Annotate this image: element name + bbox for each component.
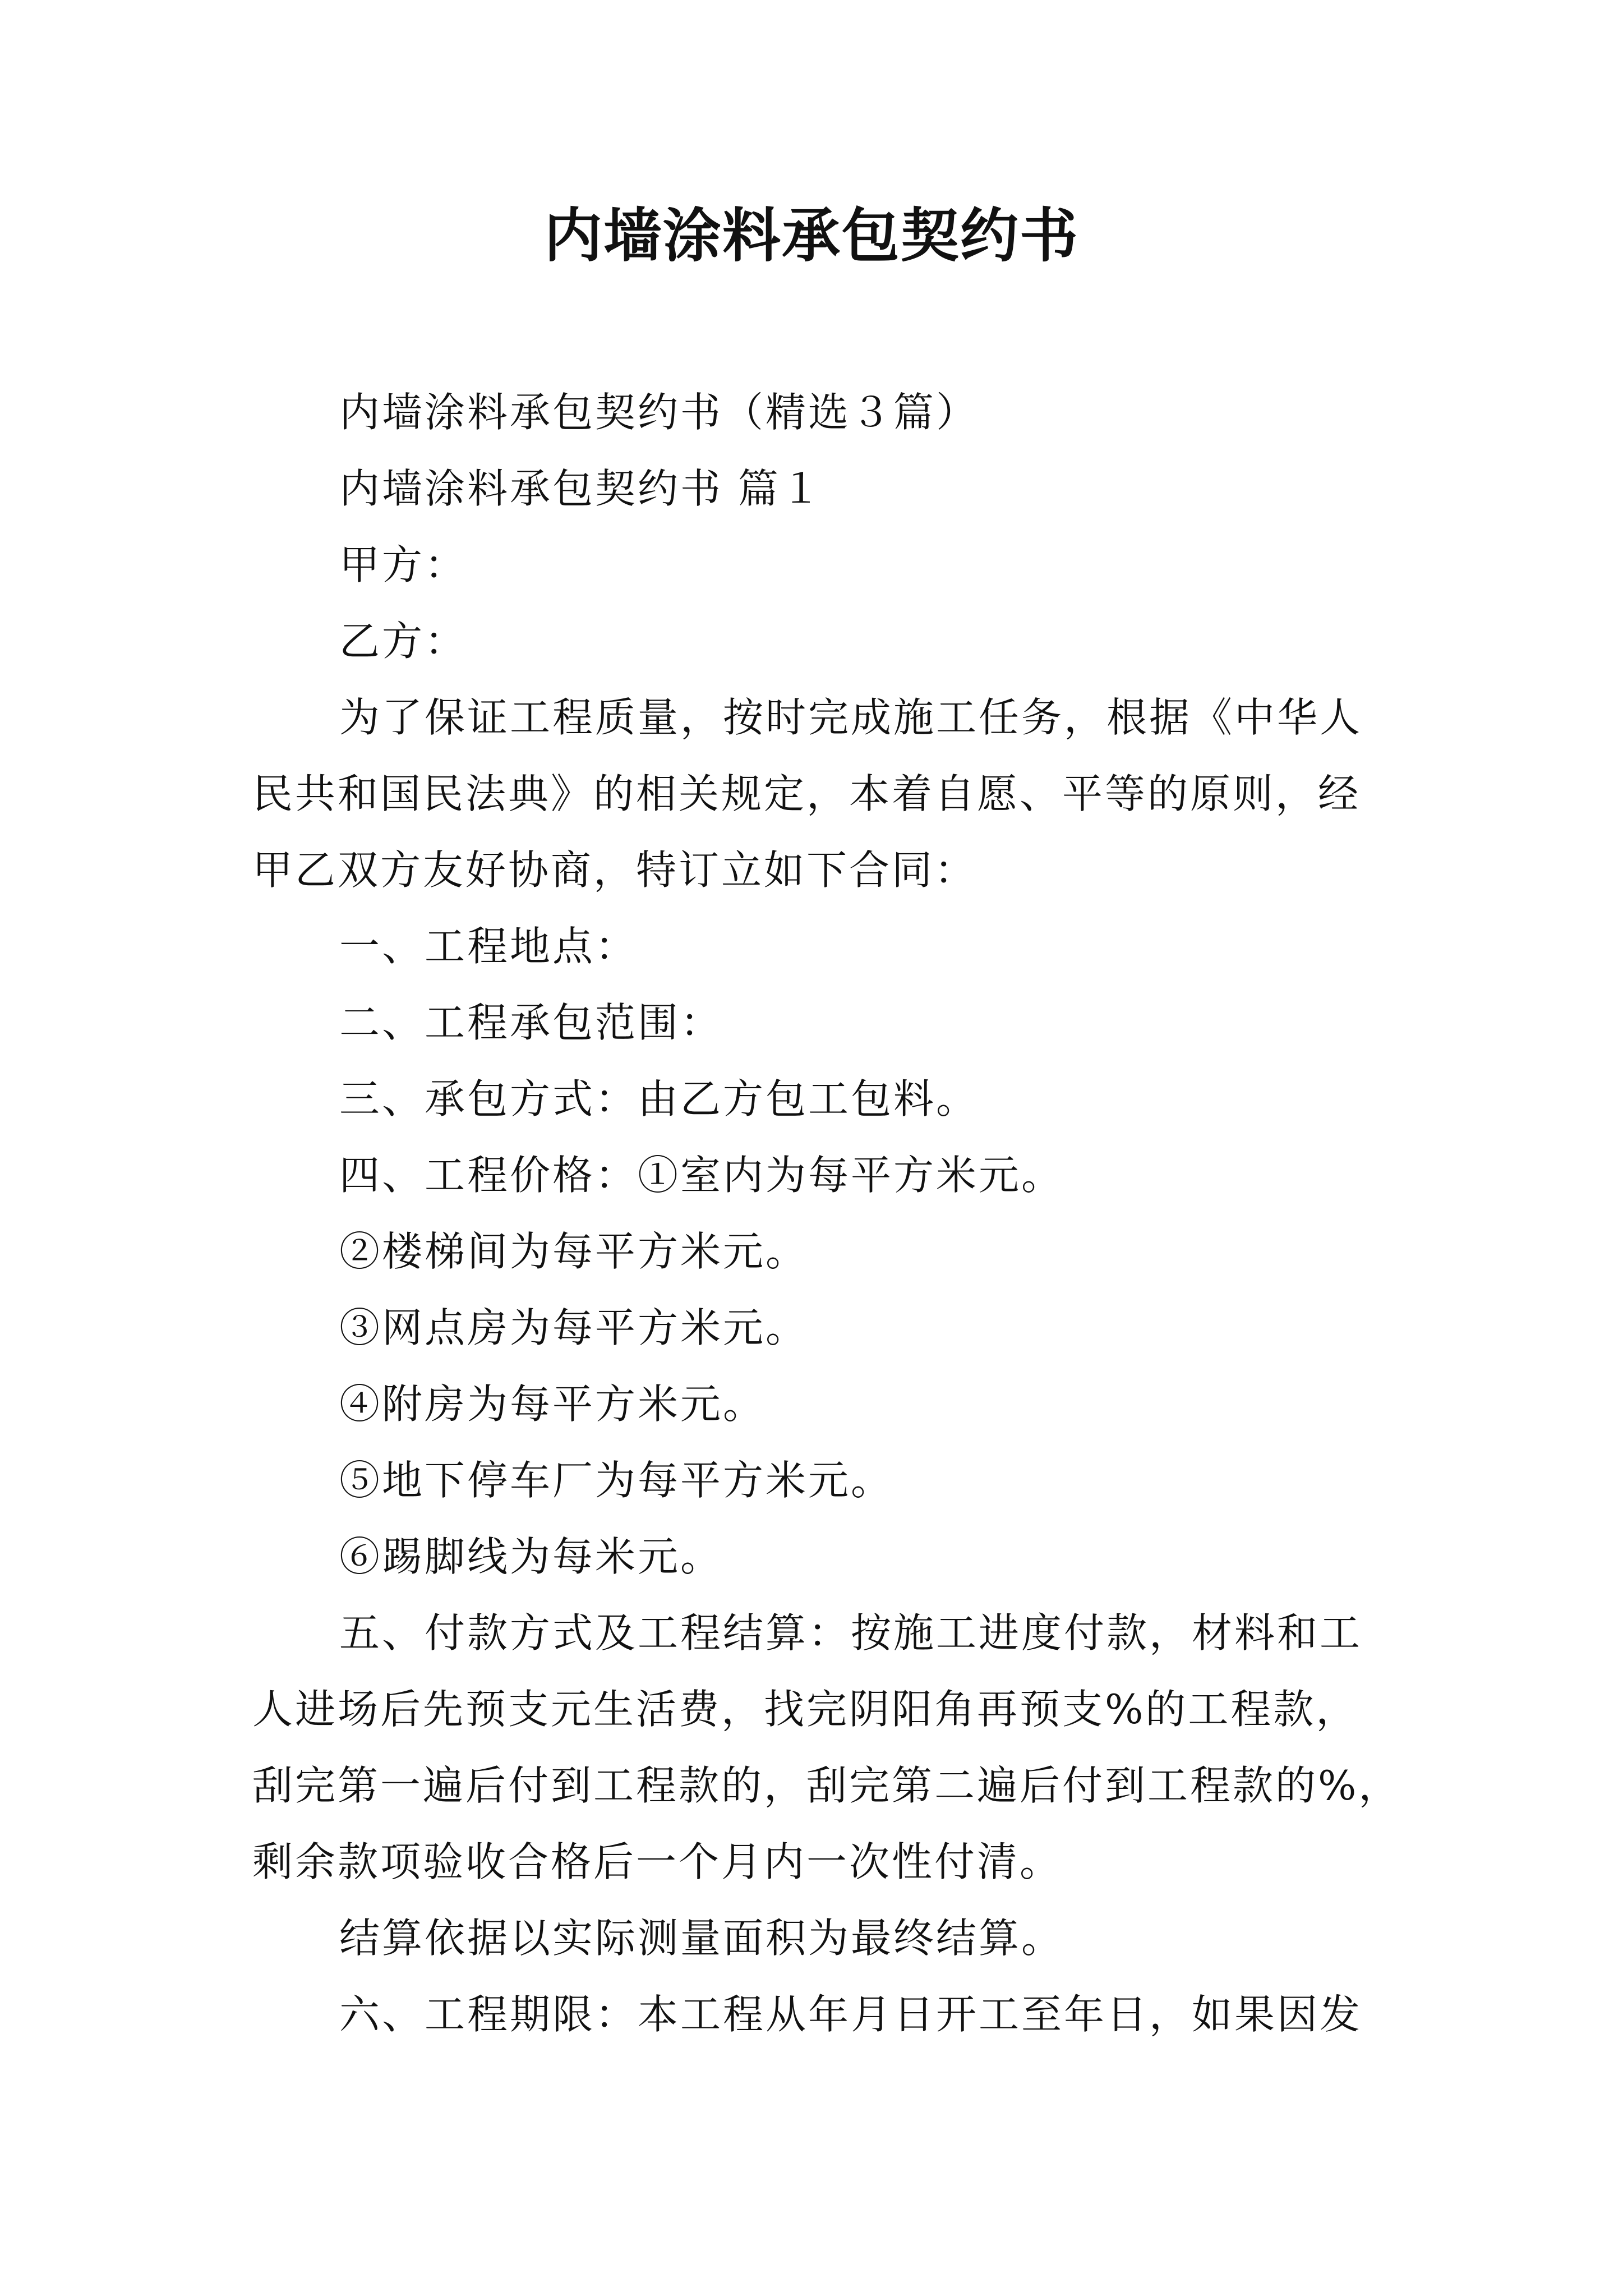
price-item-2: ②楼梯间为每平方米元。 (339, 1228, 809, 1275)
subtitle-line: 内墙涂料承包契约书（精选３篇） (339, 389, 979, 436)
party-a-line: 甲方： (339, 541, 468, 588)
clause-5-payment-3: 刮完第一遍后付到工程款的，刮完第二遍后付到工程款的%， (252, 1762, 1401, 1809)
clause-5-payment-1: 五、付款方式及工程结算：按施工进度付款，材料和工 (339, 1609, 1363, 1657)
preamble-line-3: 甲乙双方友好协商，特订立如下合同： (252, 846, 978, 894)
clause-3-method: 三、承包方式：由乙方包工包料。 (339, 1075, 979, 1122)
party-b-line: 乙方： (339, 618, 468, 665)
price-item-4: ④附房为每平方米元。 (339, 1381, 766, 1428)
clause-5-payment-2: 人进场后先预支元生活费，找完阴阳角再预支%的工程款， (252, 1686, 1359, 1733)
clause-5-payment-4: 剩余款项验收合格后一个月内一次性付清。 (252, 1838, 1063, 1885)
price-item-3: ③网点房为每平方米元。 (339, 1304, 809, 1351)
clause-1-location: 一、工程地点： (339, 923, 638, 970)
preamble-line-2: 民共和国民法典》的相关规定，本着自愿、平等的原则，经 (252, 770, 1361, 817)
clause-6-term: 六、工程期限：本工程从年月日开工至年日，如果因发 (339, 1991, 1363, 2038)
document-title: 内墙涂料承包契约书 (543, 201, 1079, 270)
clause-4-price: 四、工程价格：①室内为每平方米元。 (339, 1152, 1064, 1199)
preamble-line-1: 为了保证工程质量，按时完成施工任务，根据《中华人 (339, 694, 1363, 741)
clause-2-scope: 二、工程承包范围： (339, 999, 723, 1046)
settlement-basis: 结算依据以实际测量面积为最终结算。 (339, 1915, 1064, 1962)
price-item-5: ⑤地下停车厂为每平方米元。 (339, 1457, 894, 1504)
price-item-6: ⑥踢脚线为每米元。 (339, 1533, 723, 1580)
section-heading: 内墙涂料承包契约书 篇１ (339, 465, 823, 512)
